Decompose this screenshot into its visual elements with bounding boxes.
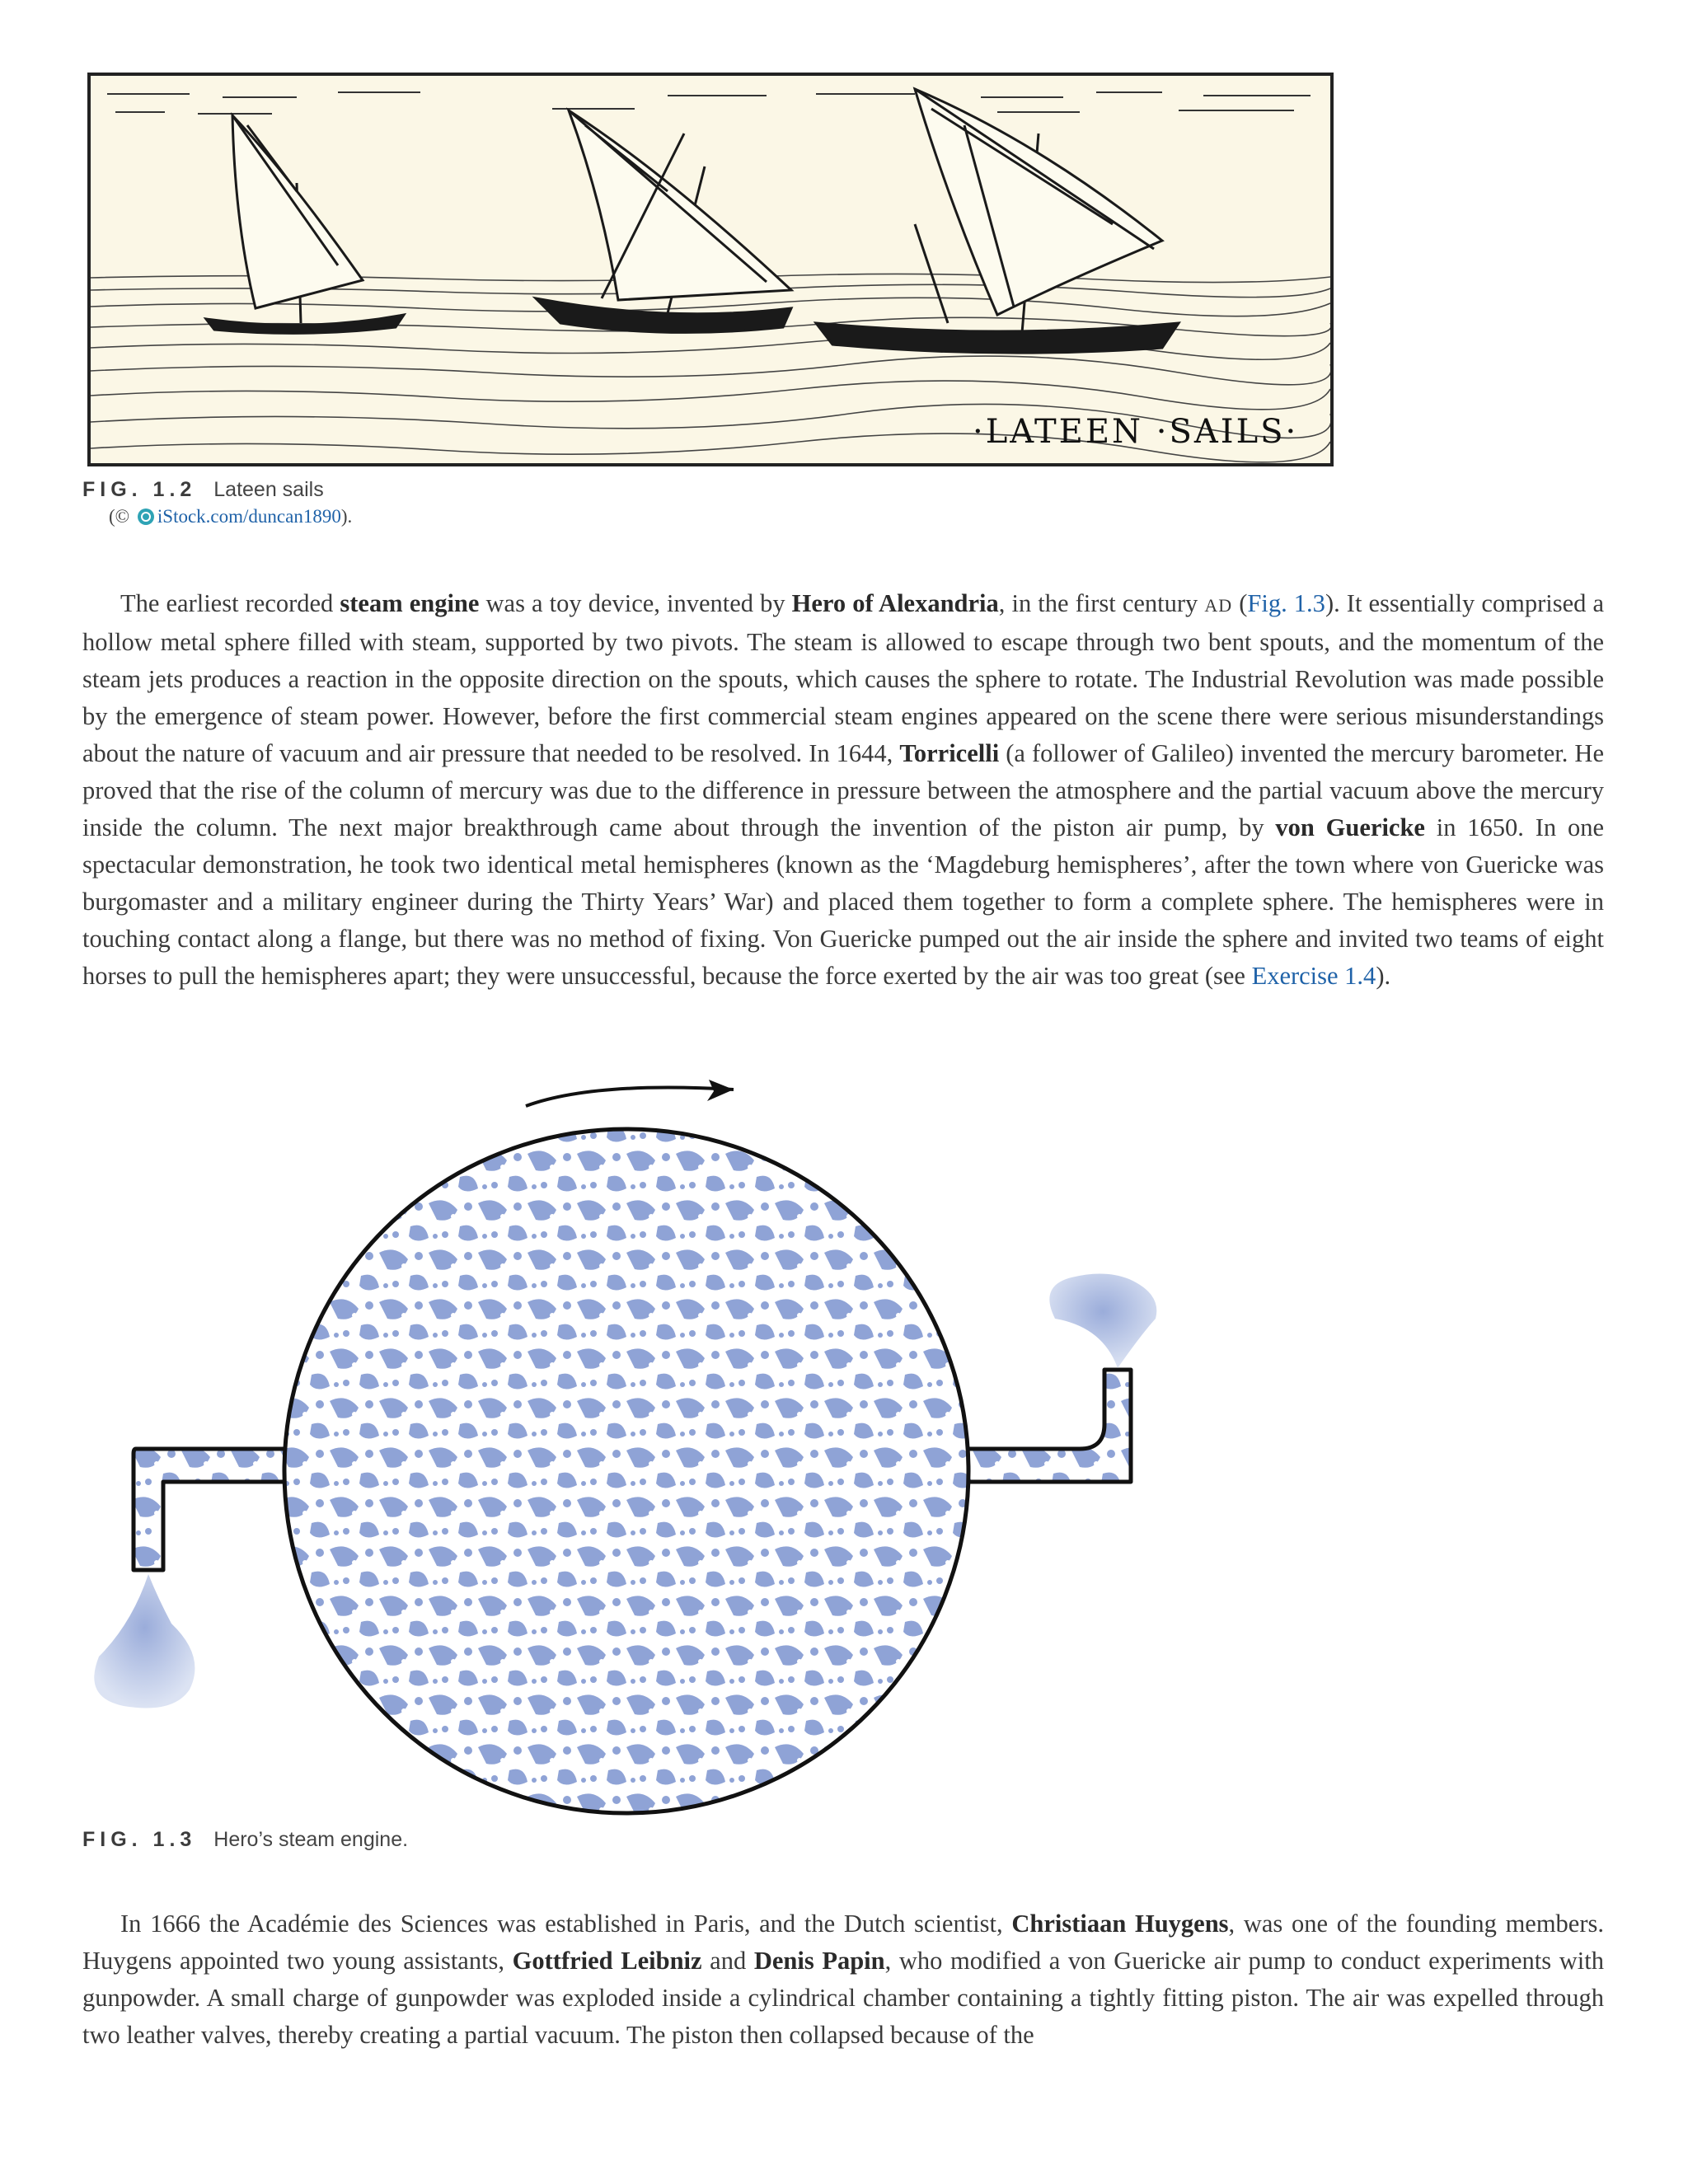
figure-number: FIG. 1.2 bbox=[82, 478, 197, 501]
steam-sphere bbox=[284, 1129, 968, 1813]
figure-title: Lateen sails bbox=[213, 478, 324, 501]
left-spout bbox=[134, 1449, 297, 1570]
text-run: , in the first century bbox=[998, 589, 1205, 617]
arrowhead-icon bbox=[707, 1080, 734, 1101]
figure-number: FIG. 1.3 bbox=[82, 1828, 197, 1851]
hero-steam-engine-diagram bbox=[82, 1047, 1195, 1821]
lateen-sails-illustration bbox=[87, 73, 1334, 466]
text-run: The earliest recorded bbox=[120, 589, 340, 617]
exercise-link[interactable]: Exercise 1.4 bbox=[1251, 962, 1376, 990]
figure-1-2-caption bbox=[82, 478, 324, 502]
text-run: and bbox=[701, 1947, 754, 1975]
text-run: In 1666 the Académie des Sciences was established in Paris, and the Dutch scientist, bbox=[120, 1910, 1012, 1938]
bold-term: Hero of Alexandria bbox=[791, 589, 999, 617]
right-spout bbox=[956, 1370, 1131, 1482]
body-paragraph-2 bbox=[82, 1905, 1604, 2054]
left-steam-jet bbox=[94, 1574, 195, 1708]
bold-term: von Guericke bbox=[1275, 813, 1425, 841]
credit-prefix: (© bbox=[109, 506, 130, 527]
small-caps-era: AD bbox=[1204, 595, 1233, 616]
bold-term: Torricelli bbox=[899, 739, 1000, 767]
text-run: was a toy device, invented by bbox=[479, 589, 792, 617]
bold-term: steam engine bbox=[340, 589, 480, 617]
text-run: , who modified a von Guericke air pump to conduct experiments with gunpowder. A small charge of gunpowder was exploded inside a cylindrical chamber containing a tightly fitting piston. The air was expelled through two leather valves, thereby creating a partial vacuum. The piston then collapsed because of the bbox=[82, 1947, 1604, 2049]
body-paragraph-1 bbox=[82, 585, 1604, 995]
globe-icon bbox=[138, 509, 154, 525]
text-run: , was one of the founding members. Huygens appointed two young assistants, bbox=[82, 1910, 1604, 1975]
figure-1-3-caption bbox=[82, 1828, 408, 1852]
bold-term: Christiaan Huygens bbox=[1011, 1910, 1229, 1938]
figure-credit bbox=[109, 506, 352, 527]
right-steam-jet bbox=[1049, 1273, 1156, 1368]
rotation-arrow bbox=[526, 1088, 734, 1107]
credit-suffix: ). bbox=[340, 506, 353, 527]
figure-link[interactable]: Fig. 1.3 bbox=[1247, 589, 1325, 617]
text-run: ( bbox=[1232, 589, 1248, 617]
bold-term: Denis Papin bbox=[753, 1947, 885, 1975]
text-run: (a follower of Galileo) invented the mercury barometer. He proved that the rise of the column of mercury was due to the difference in pressure between the atmosphere and the partial vacuum above the mercury inside the column. The next major breakthrough came about through the invention of the piston air pump, by bbox=[82, 739, 1604, 841]
bold-term: Gottfried Leibniz bbox=[512, 1947, 702, 1975]
text-run: ). bbox=[1376, 962, 1391, 990]
text-run: ). It essentially comprised a hollow metal sphere filled with steam, supported by two pivots. The steam is allowed to escape through two bent spouts, and the momentum of the steam jets produces a reaction in the opposite direction on the spouts, which causes the sphere to rotate. The Industrial Revolution was made possible by the emergence of steam power. However, before the first commercial steam engines appeared on the scene there were serious misunderstandings about the nature of vacuum and air pressure that needed to be resolved. In 1644, bbox=[82, 589, 1604, 767]
figure-title: Hero’s steam engine. bbox=[213, 1828, 409, 1851]
lateen-sails-engraving bbox=[91, 76, 1330, 463]
engraving-label: ·LATEEN ·SAILS· bbox=[973, 413, 1299, 451]
credit-link[interactable]: iStock.com/duncan1890 bbox=[157, 506, 341, 527]
text-run: in 1650. In one spectacular demonstration, he took two identical metal hemispheres (known as the ‘Magdeburg hemispheres’, after the town where von Guericke was burgomaster and a military engineer during the Thirty Years’ War) and placed them together to form a complete sphere. The hemispheres were in touching contact along a flange, but there was no method of fixing. Von Guericke pumped out the air inside the sphere and invited two teams of eight horses to pull the hemispheres apart; they were unsuccessful, because the force exerted by the air was too great (see bbox=[82, 813, 1604, 990]
